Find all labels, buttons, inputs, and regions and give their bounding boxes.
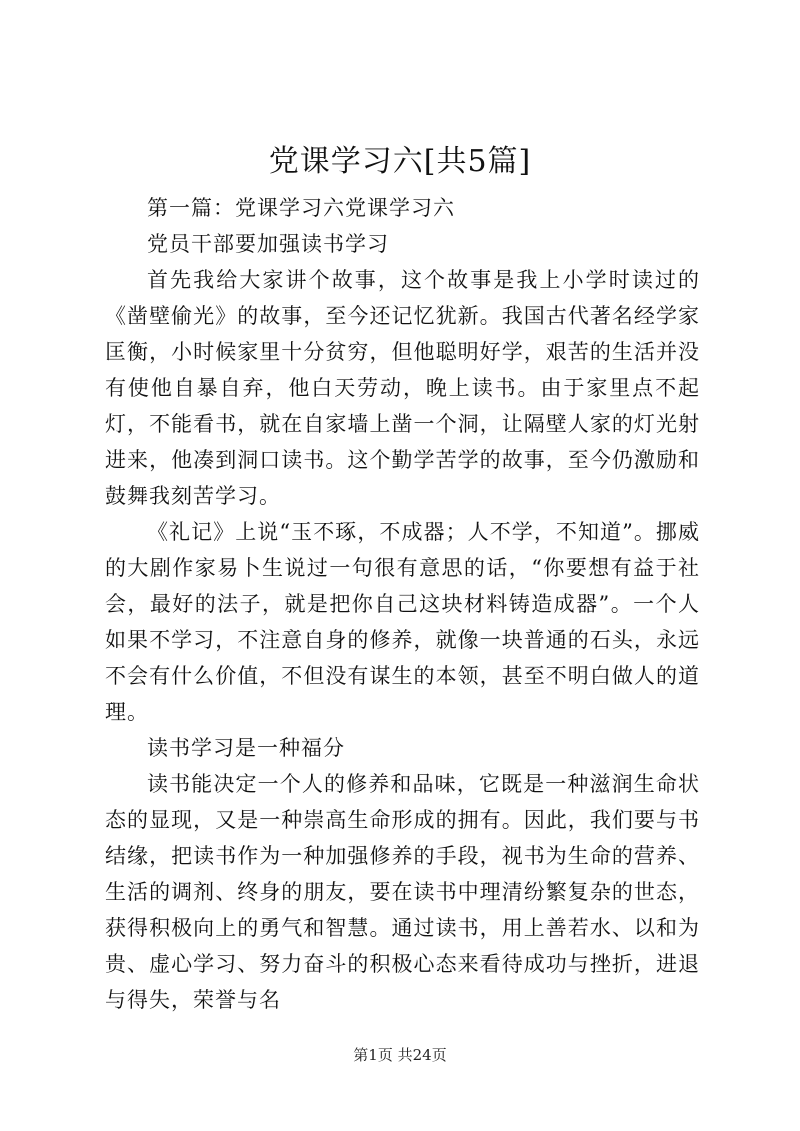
paragraph-story: 首先我给大家讲个故事，这个故事是我上小学时读过的《凿壁偷光》的故事，至今还记忆犹新。我国古代著名经学家匡衡，小时候家里十分贫穷，但他聪明好学，艰苦的生活并没有使他自暴自弃，他白天劳动，晚上读书。由于家里点不起灯，不能看书，就在自家墙上凿一个洞，让隔壁人家的灯光射进来，他凑到洞口读书。这个勤学苦学的故事，至今仍激励和鼓舞我刻苦学习。 (105, 268, 700, 508)
paragraph-liji: 《礼记》上说“玉不琢，不成器；人不学，不知道”。挪威的大剧作家易卜生说过一句很有意思的话，“你要想有益于社会，最好的法子，就是把你自己这块材料铸造成器”。一个人如果不学习，不注意自身的修养，就像一块普通的石头，永远不会有什么价值，不但没有谋生的本领，甚至不明白做人的道理。 (105, 520, 700, 724)
document-body (105, 190, 700, 1018)
page-footer: 第1页 共24页 (353, 1046, 447, 1064)
paragraph-reading: 读书能决定一个人的修养和品味，它既是一种滋润生命状态的显现，又是一种崇高生命形成的拥有。因此，我们要与书结缘，把读书作为一种加强修养的手段，视书为生命的营养、生活的调剂、终身的朋友，要在读书中理清纷繁复杂的世态，获得积极向上的勇气和智慧。通过读书，用上善若水、以和为贵、虚心学习、努力奋斗的积极心态来看待成功与挫折，进退与得失，荣誉与名 (105, 772, 700, 1012)
paragraph-heading-2: 党员干部要加强读书学习 (147, 232, 389, 256)
paragraph-heading-3: 读书学习是一种福分 (147, 736, 345, 760)
document-title: 党课学习六[共5篇] (268, 144, 532, 179)
paragraph-heading-1: 第一篇：党课学习六党课学习六 (147, 196, 455, 220)
